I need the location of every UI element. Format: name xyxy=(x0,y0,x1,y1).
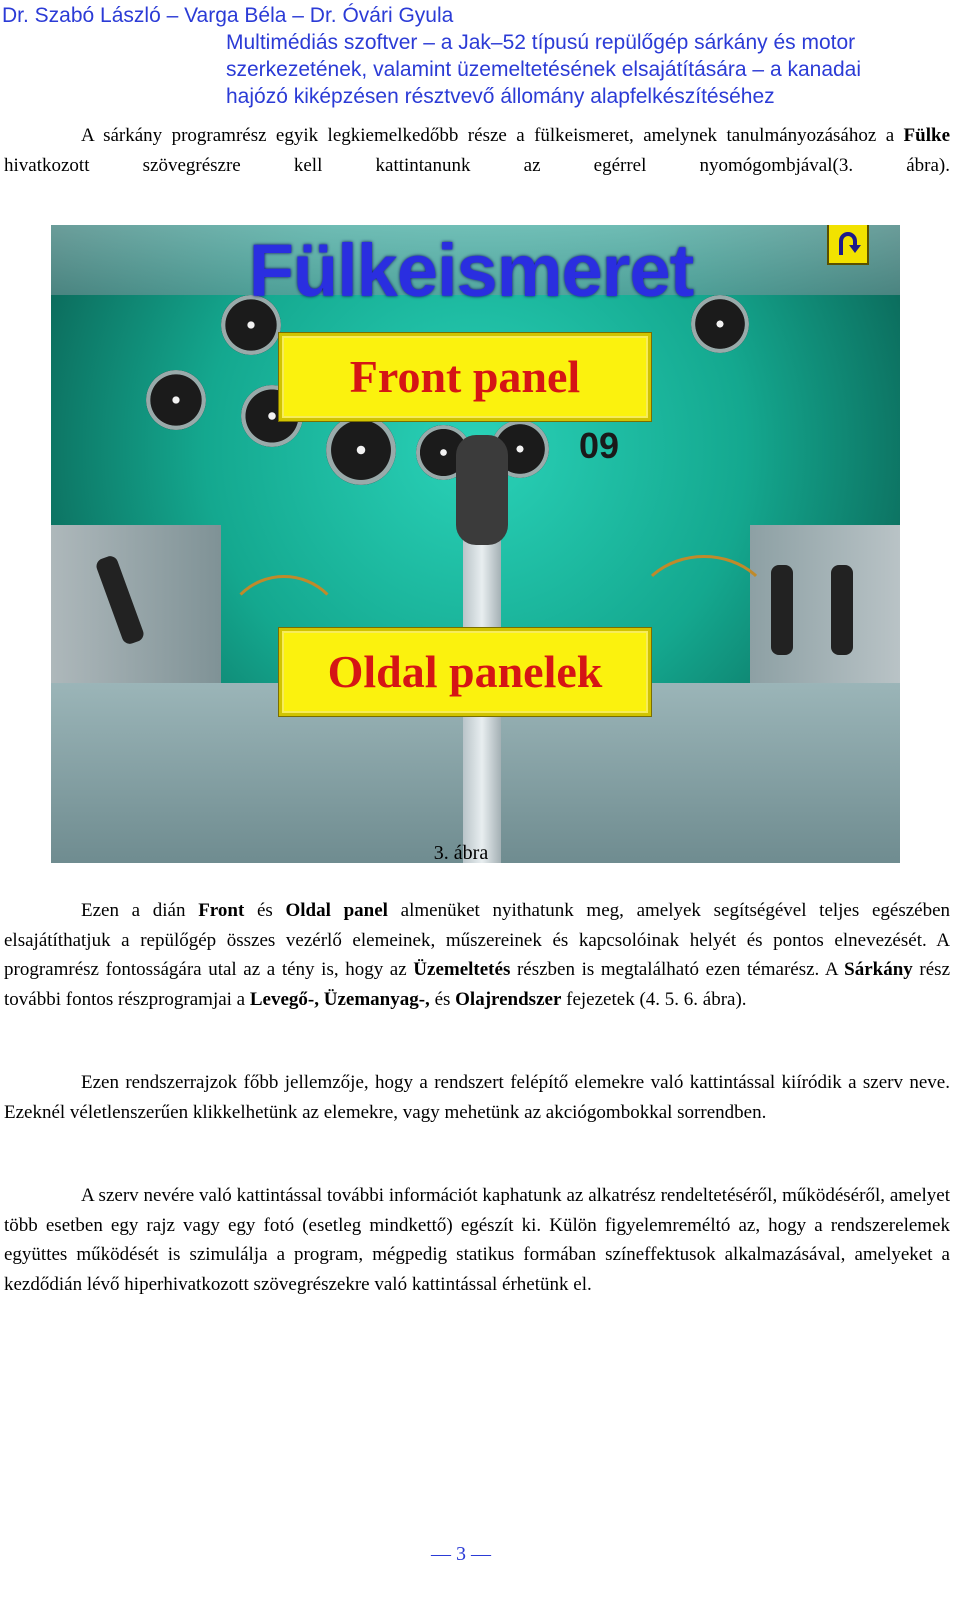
panel-number: 09 xyxy=(579,425,620,466)
header-title-line: Multimédiás szoftver – a Jak–52 típusú repülőgép sárkány és motor xyxy=(226,31,856,54)
olajrendszer-text: Olajrendszer xyxy=(455,988,562,1010)
paragraph-2: Ezen a dián Front és Oldal panel almenüket nyithatunk meg, amelyek segítségével teljes egészében elsajátíthatjuk a repülőgép összes vezérlő elemeinek, műszereinek és kapcsolóinak helyét és pontos elnevezését. A programrész fontosságára utal az a tény is, hogy az Üzemeltetés részben is megtalálható ezen témarész. A Sárkány rész további fontos részprogramjai a Levegő-, Üzemanyag-, és Olajrendszer fejezetek (4. 5. 6. ábra). xyxy=(4,900,951,1010)
front-link-text: Front xyxy=(198,900,245,921)
running-header xyxy=(0,2,960,110)
intro-text: A sárkány programrész egyik legkiemelkedőbb része a fülkeismeret, amelynek tanulmányozásához a xyxy=(81,125,904,146)
throttle-lever xyxy=(831,565,853,655)
systems-text: Levegő-, Üzemanyag-, xyxy=(249,988,430,1010)
back-button[interactable] xyxy=(827,225,869,265)
figure-title: Fülkeismeret xyxy=(248,229,694,312)
instrument-dial-icon xyxy=(326,415,396,485)
header-authors: Dr. Szabó László – Varga Béla – Dr. Óvári Gyula xyxy=(2,4,454,27)
page-number: — 3 — xyxy=(431,1543,491,1565)
header-title xyxy=(226,29,956,110)
front-panel-button[interactable]: Front panel xyxy=(279,333,651,421)
return-arrow-icon xyxy=(829,225,867,263)
paragraph-3: Ezen rendszerrajzok főbb jellemzője, hogy a rendszert felépítő elemekre való kattintással kiíródik a szerv neve. Ezeknél véletlenszerűen klikkelhetünk az elemekre, vagy mehetünk az akciógombokkal sorrendben. xyxy=(4,1072,950,1123)
intro-paragraph xyxy=(4,121,950,180)
figure-caption: 3. ábra xyxy=(433,842,489,864)
oldal-panelek-button[interactable]: Oldal panelek xyxy=(279,628,651,716)
cockpit-screenshot xyxy=(51,225,900,863)
instrument-dial-icon xyxy=(146,370,206,430)
oldal-panel-text: Oldal panel xyxy=(285,900,388,921)
paragraph-4: A szerv nevére való kattintással további információt kaphatunk az alkatrész rendeltetéséről, működéséről, amelyet több esetben egy rajz vagy egy fotó (esetleg mindkettő) egészít ki. Külön figyelemreméltó az, hogy a rendszerelemek együttes működését is szimulálja a program, mégpedig statikus formában színeffektusok alkalmazásával, amelyeket a kezdődián lévő hiperhivatkozott szövegrészekre való kattintással érhetünk el. xyxy=(4,1185,950,1295)
fulke-link-text[interactable]: Fülke xyxy=(903,125,950,146)
header-title-line: szerkezetének, valamint üzemeltetésének elsajátítására – a kanadai xyxy=(226,58,862,81)
uzemeltetes-text: Üzemeltetés xyxy=(413,959,511,980)
intro-text: hivatkozott szövegrészre kell kattintanunk az egérrel nyomógombjával(3. ábra). xyxy=(4,154,950,176)
sarkany-text: Sárkány xyxy=(844,959,913,980)
throttle-lever xyxy=(771,565,793,655)
header-title-line: hajózó kiképzésen résztvevő állomány alapfelkészítéséhez xyxy=(226,85,775,108)
